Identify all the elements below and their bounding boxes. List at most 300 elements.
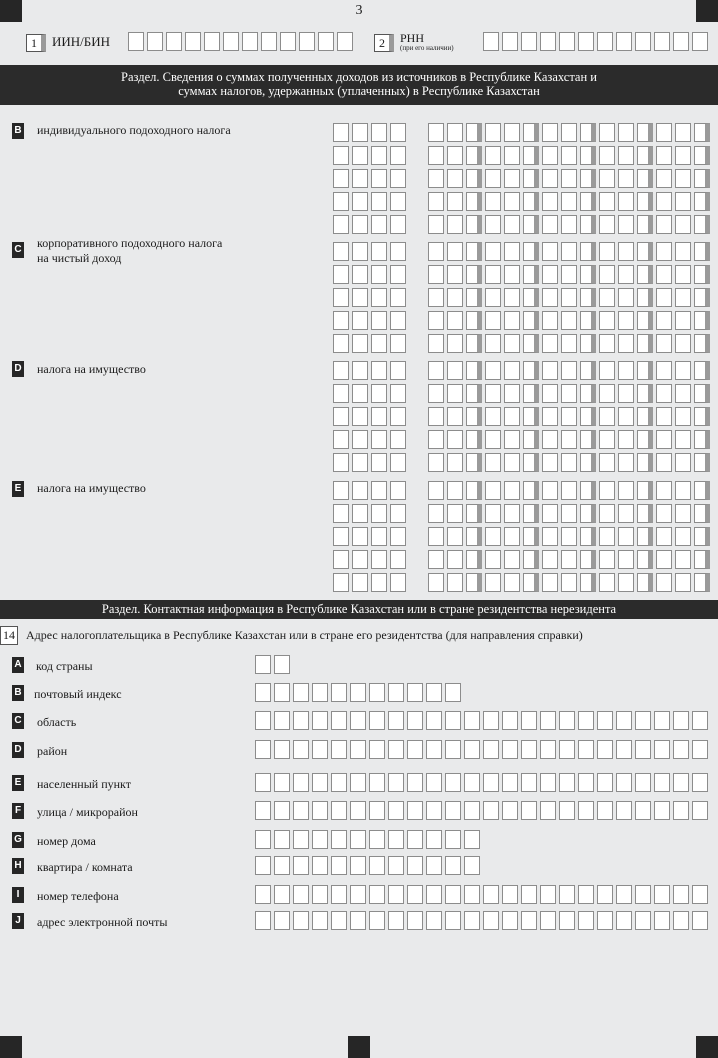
contact-cell[interactable] — [464, 911, 480, 930]
amount-cell[interactable] — [447, 550, 463, 569]
contact-cell[interactable] — [293, 683, 309, 702]
contact-cell[interactable] — [616, 911, 632, 930]
amount-cell[interactable] — [637, 288, 653, 307]
contact-cell[interactable] — [616, 740, 632, 759]
contact-cell[interactable] — [483, 911, 499, 930]
contact-cell[interactable] — [255, 711, 271, 730]
amount-cell[interactable] — [580, 242, 596, 261]
amount-cell[interactable] — [694, 146, 710, 165]
amount-cell[interactable] — [504, 384, 520, 403]
code-cell[interactable] — [371, 265, 387, 284]
contact-cell[interactable] — [331, 740, 347, 759]
amount-cell[interactable] — [561, 265, 577, 284]
contact-cell[interactable] — [673, 801, 689, 820]
amount-cell[interactable] — [618, 288, 634, 307]
amount-cell[interactable] — [656, 146, 672, 165]
contact-cell[interactable] — [578, 740, 594, 759]
code-cell[interactable] — [333, 407, 349, 426]
amount-cell[interactable] — [637, 430, 653, 449]
amount-cell[interactable] — [504, 481, 520, 500]
amount-cell[interactable] — [542, 481, 558, 500]
contact-cell[interactable] — [559, 885, 575, 904]
amount-cell[interactable] — [485, 527, 501, 546]
amount-cell[interactable] — [504, 123, 520, 142]
amount-cell[interactable] — [485, 123, 501, 142]
amount-cell[interactable] — [485, 384, 501, 403]
contact-cell[interactable] — [502, 801, 518, 820]
amount-cell[interactable] — [599, 146, 615, 165]
amount-cell[interactable] — [599, 504, 615, 523]
amount-cell[interactable] — [637, 215, 653, 234]
code-cell[interactable] — [352, 453, 368, 472]
code-cell[interactable] — [333, 334, 349, 353]
amount-cell[interactable] — [656, 311, 672, 330]
amount-cell[interactable] — [485, 407, 501, 426]
amount-cell[interactable] — [599, 550, 615, 569]
amount-cell[interactable] — [447, 504, 463, 523]
amount-cell[interactable] — [504, 169, 520, 188]
code-cell[interactable] — [352, 481, 368, 500]
amount-cell[interactable] — [523, 169, 539, 188]
contact-cell[interactable] — [407, 856, 423, 875]
contact-cell[interactable] — [483, 740, 499, 759]
amount-cell[interactable] — [504, 361, 520, 380]
contact-cell[interactable] — [407, 830, 423, 849]
amount-cell[interactable] — [580, 192, 596, 211]
code-cell[interactable] — [352, 288, 368, 307]
amount-cell[interactable] — [694, 453, 710, 472]
contact-cell[interactable] — [654, 911, 670, 930]
amount-cell[interactable] — [542, 242, 558, 261]
contact-cell[interactable] — [483, 801, 499, 820]
amount-cell[interactable] — [428, 407, 444, 426]
amount-cell[interactable] — [561, 527, 577, 546]
amount-cell[interactable] — [675, 288, 691, 307]
amount-cell[interactable] — [656, 453, 672, 472]
contact-cell[interactable] — [597, 885, 613, 904]
amount-cell[interactable] — [694, 527, 710, 546]
contact-cell[interactable] — [312, 773, 328, 792]
contact-cell[interactable] — [388, 683, 404, 702]
contact-cell[interactable] — [293, 911, 309, 930]
code-cell[interactable] — [390, 527, 406, 546]
contact-cell[interactable] — [350, 911, 366, 930]
amount-cell[interactable] — [675, 215, 691, 234]
iin-bin-cell[interactable] — [166, 32, 182, 51]
amount-cell[interactable] — [542, 265, 558, 284]
amount-cell[interactable] — [542, 311, 558, 330]
amount-cell[interactable] — [599, 288, 615, 307]
amount-cell[interactable] — [485, 192, 501, 211]
code-cell[interactable] — [390, 550, 406, 569]
code-cell[interactable] — [352, 384, 368, 403]
contact-cell[interactable] — [331, 773, 347, 792]
iin-bin-cell[interactable] — [185, 32, 201, 51]
amount-cell[interactable] — [447, 265, 463, 284]
contact-cell[interactable] — [559, 911, 575, 930]
amount-cell[interactable] — [485, 481, 501, 500]
amount-cell[interactable] — [694, 407, 710, 426]
amount-cell[interactable] — [504, 288, 520, 307]
contact-cell[interactable] — [673, 911, 689, 930]
amount-cell[interactable] — [656, 265, 672, 284]
code-cell[interactable] — [352, 504, 368, 523]
amount-cell[interactable] — [694, 123, 710, 142]
amount-cell[interactable] — [675, 550, 691, 569]
amount-cell[interactable] — [542, 573, 558, 592]
amount-cell[interactable] — [428, 384, 444, 403]
iin-bin-cell[interactable] — [318, 32, 334, 51]
amount-cell[interactable] — [637, 407, 653, 426]
amount-cell[interactable] — [485, 242, 501, 261]
amount-cell[interactable] — [694, 169, 710, 188]
iin-bin-cell[interactable] — [147, 32, 163, 51]
code-cell[interactable] — [371, 384, 387, 403]
amount-cell[interactable] — [428, 453, 444, 472]
iin-bin-cell[interactable] — [337, 32, 353, 51]
contact-cell[interactable] — [274, 856, 290, 875]
amount-cell[interactable] — [466, 123, 482, 142]
code-cell[interactable] — [333, 215, 349, 234]
amount-cell[interactable] — [656, 573, 672, 592]
contact-cell[interactable] — [692, 801, 708, 820]
contact-cell[interactable] — [274, 711, 290, 730]
code-cell[interactable] — [390, 311, 406, 330]
contact-cell[interactable] — [597, 801, 613, 820]
amount-cell[interactable] — [637, 550, 653, 569]
contact-cell[interactable] — [635, 711, 651, 730]
code-cell[interactable] — [352, 123, 368, 142]
contact-cell[interactable] — [464, 856, 480, 875]
contact-cell[interactable] — [350, 830, 366, 849]
amount-cell[interactable] — [656, 550, 672, 569]
amount-cell[interactable] — [618, 311, 634, 330]
contact-cell[interactable] — [274, 801, 290, 820]
code-cell[interactable] — [371, 504, 387, 523]
code-cell[interactable] — [333, 573, 349, 592]
contact-cell[interactable] — [692, 711, 708, 730]
amount-cell[interactable] — [523, 311, 539, 330]
code-cell[interactable] — [333, 311, 349, 330]
contact-cell[interactable] — [369, 885, 385, 904]
contact-cell[interactable] — [350, 801, 366, 820]
code-cell[interactable] — [371, 242, 387, 261]
contact-cell[interactable] — [521, 885, 537, 904]
contact-cell[interactable] — [274, 683, 290, 702]
amount-cell[interactable] — [504, 407, 520, 426]
code-cell[interactable] — [390, 430, 406, 449]
contact-cell[interactable] — [635, 801, 651, 820]
contact-cell[interactable] — [312, 830, 328, 849]
contact-cell[interactable] — [274, 773, 290, 792]
iin-bin-cell[interactable] — [242, 32, 258, 51]
contact-cell[interactable] — [597, 773, 613, 792]
amount-cell[interactable] — [447, 169, 463, 188]
amount-cell[interactable] — [523, 430, 539, 449]
amount-cell[interactable] — [637, 311, 653, 330]
amount-cell[interactable] — [694, 573, 710, 592]
code-cell[interactable] — [333, 481, 349, 500]
amount-cell[interactable] — [542, 527, 558, 546]
contact-cell[interactable] — [464, 773, 480, 792]
amount-cell[interactable] — [618, 192, 634, 211]
contact-cell[interactable] — [426, 740, 442, 759]
contact-cell[interactable] — [255, 655, 271, 674]
contact-cell[interactable] — [635, 740, 651, 759]
amount-cell[interactable] — [561, 453, 577, 472]
amount-cell[interactable] — [580, 430, 596, 449]
contact-cell[interactable] — [350, 856, 366, 875]
code-cell[interactable] — [390, 265, 406, 284]
contact-cell[interactable] — [255, 683, 271, 702]
amount-cell[interactable] — [694, 334, 710, 353]
code-cell[interactable] — [371, 334, 387, 353]
code-cell[interactable] — [390, 123, 406, 142]
amount-cell[interactable] — [694, 311, 710, 330]
contact-cell[interactable] — [654, 740, 670, 759]
amount-cell[interactable] — [561, 169, 577, 188]
rnn-cell[interactable] — [559, 32, 575, 51]
code-cell[interactable] — [333, 430, 349, 449]
amount-cell[interactable] — [675, 573, 691, 592]
amount-cell[interactable] — [523, 550, 539, 569]
amount-cell[interactable] — [694, 265, 710, 284]
contact-cell[interactable] — [426, 773, 442, 792]
contact-cell[interactable] — [312, 683, 328, 702]
contact-cell[interactable] — [369, 911, 385, 930]
amount-cell[interactable] — [675, 265, 691, 284]
contact-cell[interactable] — [255, 885, 271, 904]
contact-cell[interactable] — [388, 740, 404, 759]
amount-cell[interactable] — [447, 146, 463, 165]
contact-cell[interactable] — [426, 856, 442, 875]
amount-cell[interactable] — [504, 192, 520, 211]
amount-cell[interactable] — [447, 481, 463, 500]
amount-cell[interactable] — [561, 334, 577, 353]
amount-cell[interactable] — [523, 334, 539, 353]
amount-cell[interactable] — [485, 430, 501, 449]
contact-cell[interactable] — [673, 885, 689, 904]
amount-cell[interactable] — [466, 550, 482, 569]
contact-cell[interactable] — [426, 830, 442, 849]
rnn-cell[interactable] — [673, 32, 689, 51]
amount-cell[interactable] — [466, 242, 482, 261]
amount-cell[interactable] — [580, 169, 596, 188]
amount-cell[interactable] — [466, 334, 482, 353]
amount-cell[interactable] — [447, 361, 463, 380]
contact-cell[interactable] — [673, 740, 689, 759]
contact-cell[interactable] — [426, 911, 442, 930]
amount-cell[interactable] — [561, 123, 577, 142]
amount-cell[interactable] — [618, 265, 634, 284]
amount-cell[interactable] — [428, 146, 444, 165]
contact-cell[interactable] — [407, 711, 423, 730]
amount-cell[interactable] — [542, 504, 558, 523]
amount-cell[interactable] — [675, 242, 691, 261]
contact-cell[interactable] — [274, 885, 290, 904]
rnn-cell[interactable] — [635, 32, 651, 51]
amount-cell[interactable] — [523, 215, 539, 234]
amount-cell[interactable] — [637, 504, 653, 523]
code-cell[interactable] — [352, 169, 368, 188]
amount-cell[interactable] — [675, 169, 691, 188]
code-cell[interactable] — [333, 265, 349, 284]
code-cell[interactable] — [390, 288, 406, 307]
code-cell[interactable] — [371, 192, 387, 211]
contact-cell[interactable] — [312, 740, 328, 759]
amount-cell[interactable] — [523, 573, 539, 592]
amount-cell[interactable] — [504, 573, 520, 592]
contact-cell[interactable] — [483, 773, 499, 792]
amount-cell[interactable] — [542, 334, 558, 353]
amount-cell[interactable] — [599, 215, 615, 234]
contact-cell[interactable] — [673, 773, 689, 792]
contact-cell[interactable] — [654, 711, 670, 730]
contact-cell[interactable] — [445, 911, 461, 930]
contact-cell[interactable] — [293, 801, 309, 820]
rnn-cell[interactable] — [502, 32, 518, 51]
code-cell[interactable] — [352, 550, 368, 569]
code-cell[interactable] — [371, 146, 387, 165]
amount-cell[interactable] — [428, 242, 444, 261]
amount-cell[interactable] — [447, 573, 463, 592]
contact-cell[interactable] — [407, 801, 423, 820]
amount-cell[interactable] — [675, 481, 691, 500]
amount-cell[interactable] — [485, 146, 501, 165]
contact-cell[interactable] — [331, 801, 347, 820]
amount-cell[interactable] — [599, 311, 615, 330]
amount-cell[interactable] — [694, 384, 710, 403]
contact-cell[interactable] — [388, 856, 404, 875]
amount-cell[interactable] — [542, 123, 558, 142]
contact-cell[interactable] — [255, 801, 271, 820]
contact-cell[interactable] — [635, 885, 651, 904]
code-cell[interactable] — [371, 169, 387, 188]
amount-cell[interactable] — [618, 481, 634, 500]
amount-cell[interactable] — [447, 430, 463, 449]
contact-cell[interactable] — [426, 711, 442, 730]
amount-cell[interactable] — [523, 192, 539, 211]
code-cell[interactable] — [352, 265, 368, 284]
amount-cell[interactable] — [466, 384, 482, 403]
contact-cell[interactable] — [312, 885, 328, 904]
amount-cell[interactable] — [694, 288, 710, 307]
rnn-cell[interactable] — [578, 32, 594, 51]
amount-cell[interactable] — [466, 573, 482, 592]
amount-cell[interactable] — [447, 288, 463, 307]
code-cell[interactable] — [333, 169, 349, 188]
contact-cell[interactable] — [350, 711, 366, 730]
contact-cell[interactable] — [331, 683, 347, 702]
contact-cell[interactable] — [369, 830, 385, 849]
code-cell[interactable] — [371, 288, 387, 307]
code-cell[interactable] — [371, 215, 387, 234]
contact-cell[interactable] — [255, 773, 271, 792]
contact-cell[interactable] — [407, 740, 423, 759]
contact-cell[interactable] — [559, 801, 575, 820]
code-cell[interactable] — [371, 453, 387, 472]
amount-cell[interactable] — [466, 169, 482, 188]
amount-cell[interactable] — [675, 146, 691, 165]
code-cell[interactable] — [390, 334, 406, 353]
contact-cell[interactable] — [331, 711, 347, 730]
amount-cell[interactable] — [675, 361, 691, 380]
amount-cell[interactable] — [504, 311, 520, 330]
rnn-cell[interactable] — [540, 32, 556, 51]
contact-cell[interactable] — [331, 830, 347, 849]
code-cell[interactable] — [390, 242, 406, 261]
contact-cell[interactable] — [502, 911, 518, 930]
iin-bin-cell[interactable] — [299, 32, 315, 51]
amount-cell[interactable] — [580, 384, 596, 403]
amount-cell[interactable] — [504, 430, 520, 449]
contact-cell[interactable] — [597, 711, 613, 730]
amount-cell[interactable] — [580, 146, 596, 165]
amount-cell[interactable] — [656, 334, 672, 353]
amount-cell[interactable] — [618, 123, 634, 142]
contact-cell[interactable] — [483, 885, 499, 904]
amount-cell[interactable] — [675, 504, 691, 523]
code-cell[interactable] — [390, 361, 406, 380]
amount-cell[interactable] — [523, 453, 539, 472]
amount-cell[interactable] — [618, 527, 634, 546]
contact-cell[interactable] — [521, 711, 537, 730]
amount-cell[interactable] — [675, 430, 691, 449]
amount-cell[interactable] — [561, 430, 577, 449]
amount-cell[interactable] — [504, 504, 520, 523]
rnn-cell[interactable] — [597, 32, 613, 51]
code-cell[interactable] — [371, 123, 387, 142]
amount-cell[interactable] — [504, 242, 520, 261]
amount-cell[interactable] — [675, 453, 691, 472]
amount-cell[interactable] — [599, 527, 615, 546]
contact-cell[interactable] — [312, 801, 328, 820]
amount-cell[interactable] — [447, 242, 463, 261]
code-cell[interactable] — [352, 407, 368, 426]
code-cell[interactable] — [371, 481, 387, 500]
amount-cell[interactable] — [447, 527, 463, 546]
amount-cell[interactable] — [447, 407, 463, 426]
contact-cell[interactable] — [350, 885, 366, 904]
rnn-cell[interactable] — [483, 32, 499, 51]
amount-cell[interactable] — [561, 242, 577, 261]
amount-cell[interactable] — [542, 407, 558, 426]
amount-cell[interactable] — [656, 169, 672, 188]
iin-bin-cell[interactable] — [223, 32, 239, 51]
contact-cell[interactable] — [369, 683, 385, 702]
amount-cell[interactable] — [466, 453, 482, 472]
contact-cell[interactable] — [616, 885, 632, 904]
contact-cell[interactable] — [255, 911, 271, 930]
amount-cell[interactable] — [637, 573, 653, 592]
amount-cell[interactable] — [580, 504, 596, 523]
amount-cell[interactable] — [561, 384, 577, 403]
amount-cell[interactable] — [561, 481, 577, 500]
amount-cell[interactable] — [637, 265, 653, 284]
amount-cell[interactable] — [428, 550, 444, 569]
contact-cell[interactable] — [521, 773, 537, 792]
rnn-cell[interactable] — [521, 32, 537, 51]
amount-cell[interactable] — [656, 123, 672, 142]
amount-cell[interactable] — [599, 192, 615, 211]
contact-cell[interactable] — [540, 740, 556, 759]
contact-cell[interactable] — [255, 740, 271, 759]
contact-cell[interactable] — [312, 911, 328, 930]
amount-cell[interactable] — [656, 504, 672, 523]
amount-cell[interactable] — [580, 453, 596, 472]
amount-cell[interactable] — [466, 146, 482, 165]
contact-cell[interactable] — [464, 885, 480, 904]
